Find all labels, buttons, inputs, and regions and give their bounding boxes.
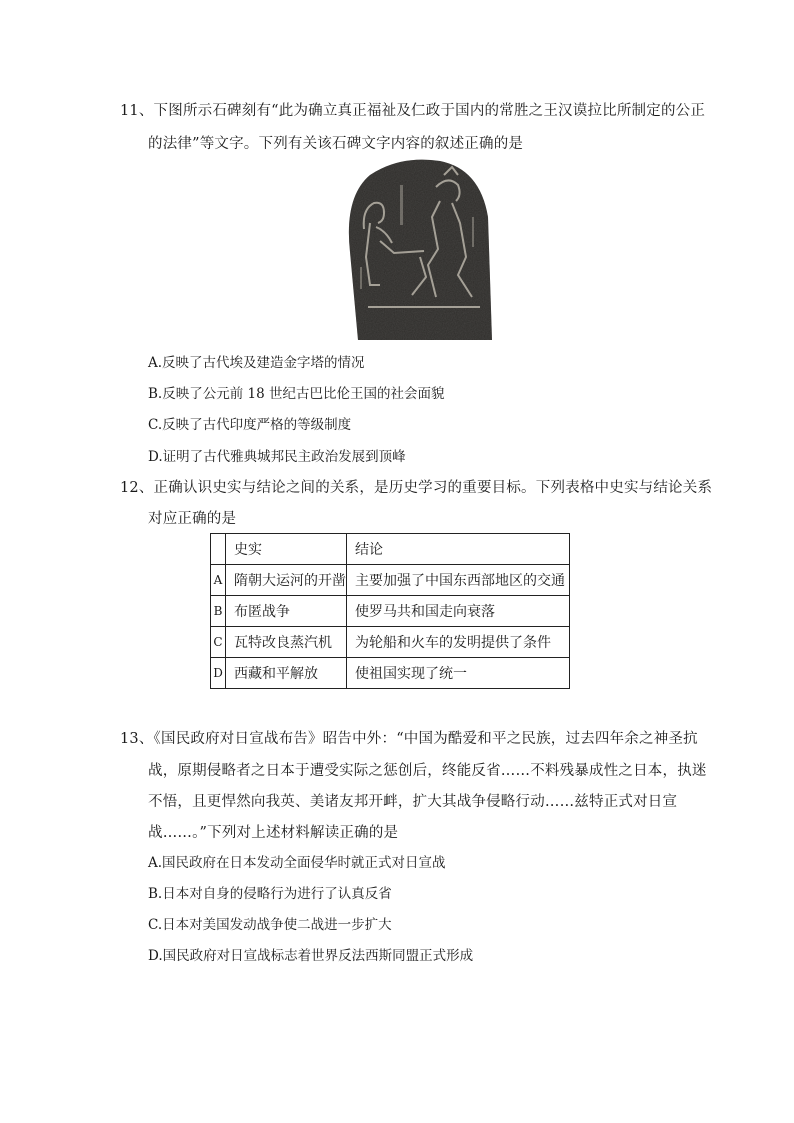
- q11-option-d: D.证明了古代雅典城邦民主政治发展到顶峰: [148, 449, 406, 465]
- q11-option-a: A.反映了古代埃及建造金字塔的情况: [148, 355, 365, 371]
- table-cell: 瓦特改良蒸汽机: [226, 627, 347, 658]
- table-cell: A: [211, 565, 226, 596]
- q13-stem-line2: 战，原期侵略者之日本于遭受实际之惩创后，终能反省……不料残暴成性之日本，执迷: [148, 763, 707, 779]
- table-cell: 布匿战争: [226, 596, 347, 627]
- table-row: [211, 627, 570, 658]
- q11-stem-line1: 11、下图所示石碑刻有“此为确立真正福祉及仁政于国内的常胜之王汉谟拉比所制定的公正: [120, 103, 706, 119]
- table-cell: D: [211, 658, 226, 689]
- q13-option-b: B.日本对自身的侵略行为进行了认真反省: [148, 886, 392, 902]
- table-cell: C: [211, 627, 226, 658]
- hammurabi-stele-image: [340, 157, 492, 340]
- q11-option-c: C.反映了古代印度严格的等级制度: [148, 417, 352, 433]
- table-cell: 主要加强了中国东西部地区的交通: [347, 565, 570, 596]
- table-cell: 西藏和平解放: [226, 658, 347, 689]
- q11-stem-line2: 的法律”等文字。下列有关该石碑文字内容的叙述正确的是: [148, 136, 524, 152]
- q11-option-b: B.反映了公元前 18 世纪古巴比伦王国的社会面貌: [148, 386, 445, 402]
- table-row: [211, 658, 570, 689]
- table-header-cell: 结论: [347, 534, 570, 565]
- q12-stem-line2: 对应正确的是: [148, 511, 237, 527]
- table-cell: B: [211, 596, 226, 627]
- q13-option-d: D.国民政府对日宣战标志着世界反法西斯同盟正式形成: [148, 948, 474, 964]
- table-header-cell: [211, 534, 226, 565]
- q13-stem-line3: 不悟，且更悍然向我英、美诸友邦开衅，扩大其战争侵略行动……兹特正式对日宣: [148, 794, 678, 810]
- table-cell: 使罗马共和国走向衰落: [347, 596, 570, 627]
- q13-stem-line4: 战……。”下列对上述材料解读正确的是: [148, 825, 399, 841]
- table-header-row: [211, 534, 570, 565]
- q12-stem-line1: 12、正确认识史实与结论之间的关系，是历史学习的重要目标。下列表格中史实与结论关系: [120, 480, 713, 496]
- table-header-cell: 史实: [226, 534, 347, 565]
- q13-option-a: A.国民政府在日本发动全面侵华时就正式对日宣战: [148, 855, 446, 871]
- table-cell: 隋朝大运河的开凿: [226, 565, 347, 596]
- table-row: [211, 596, 570, 627]
- q13-stem-line1: 13、《国民政府对日宣战布告》昭告中外：“中国为酷爱和平之民族，过去四年余之神圣抗: [120, 731, 698, 747]
- fact-conclusion-table: [210, 533, 570, 689]
- table-row: [211, 565, 570, 596]
- table-cell: 为轮船和火车的发明提供了条件: [347, 627, 570, 658]
- q13-option-c: C.日本对美国发动战争使二战进一步扩大: [148, 917, 392, 933]
- table-cell: 使祖国实现了统一: [347, 658, 570, 689]
